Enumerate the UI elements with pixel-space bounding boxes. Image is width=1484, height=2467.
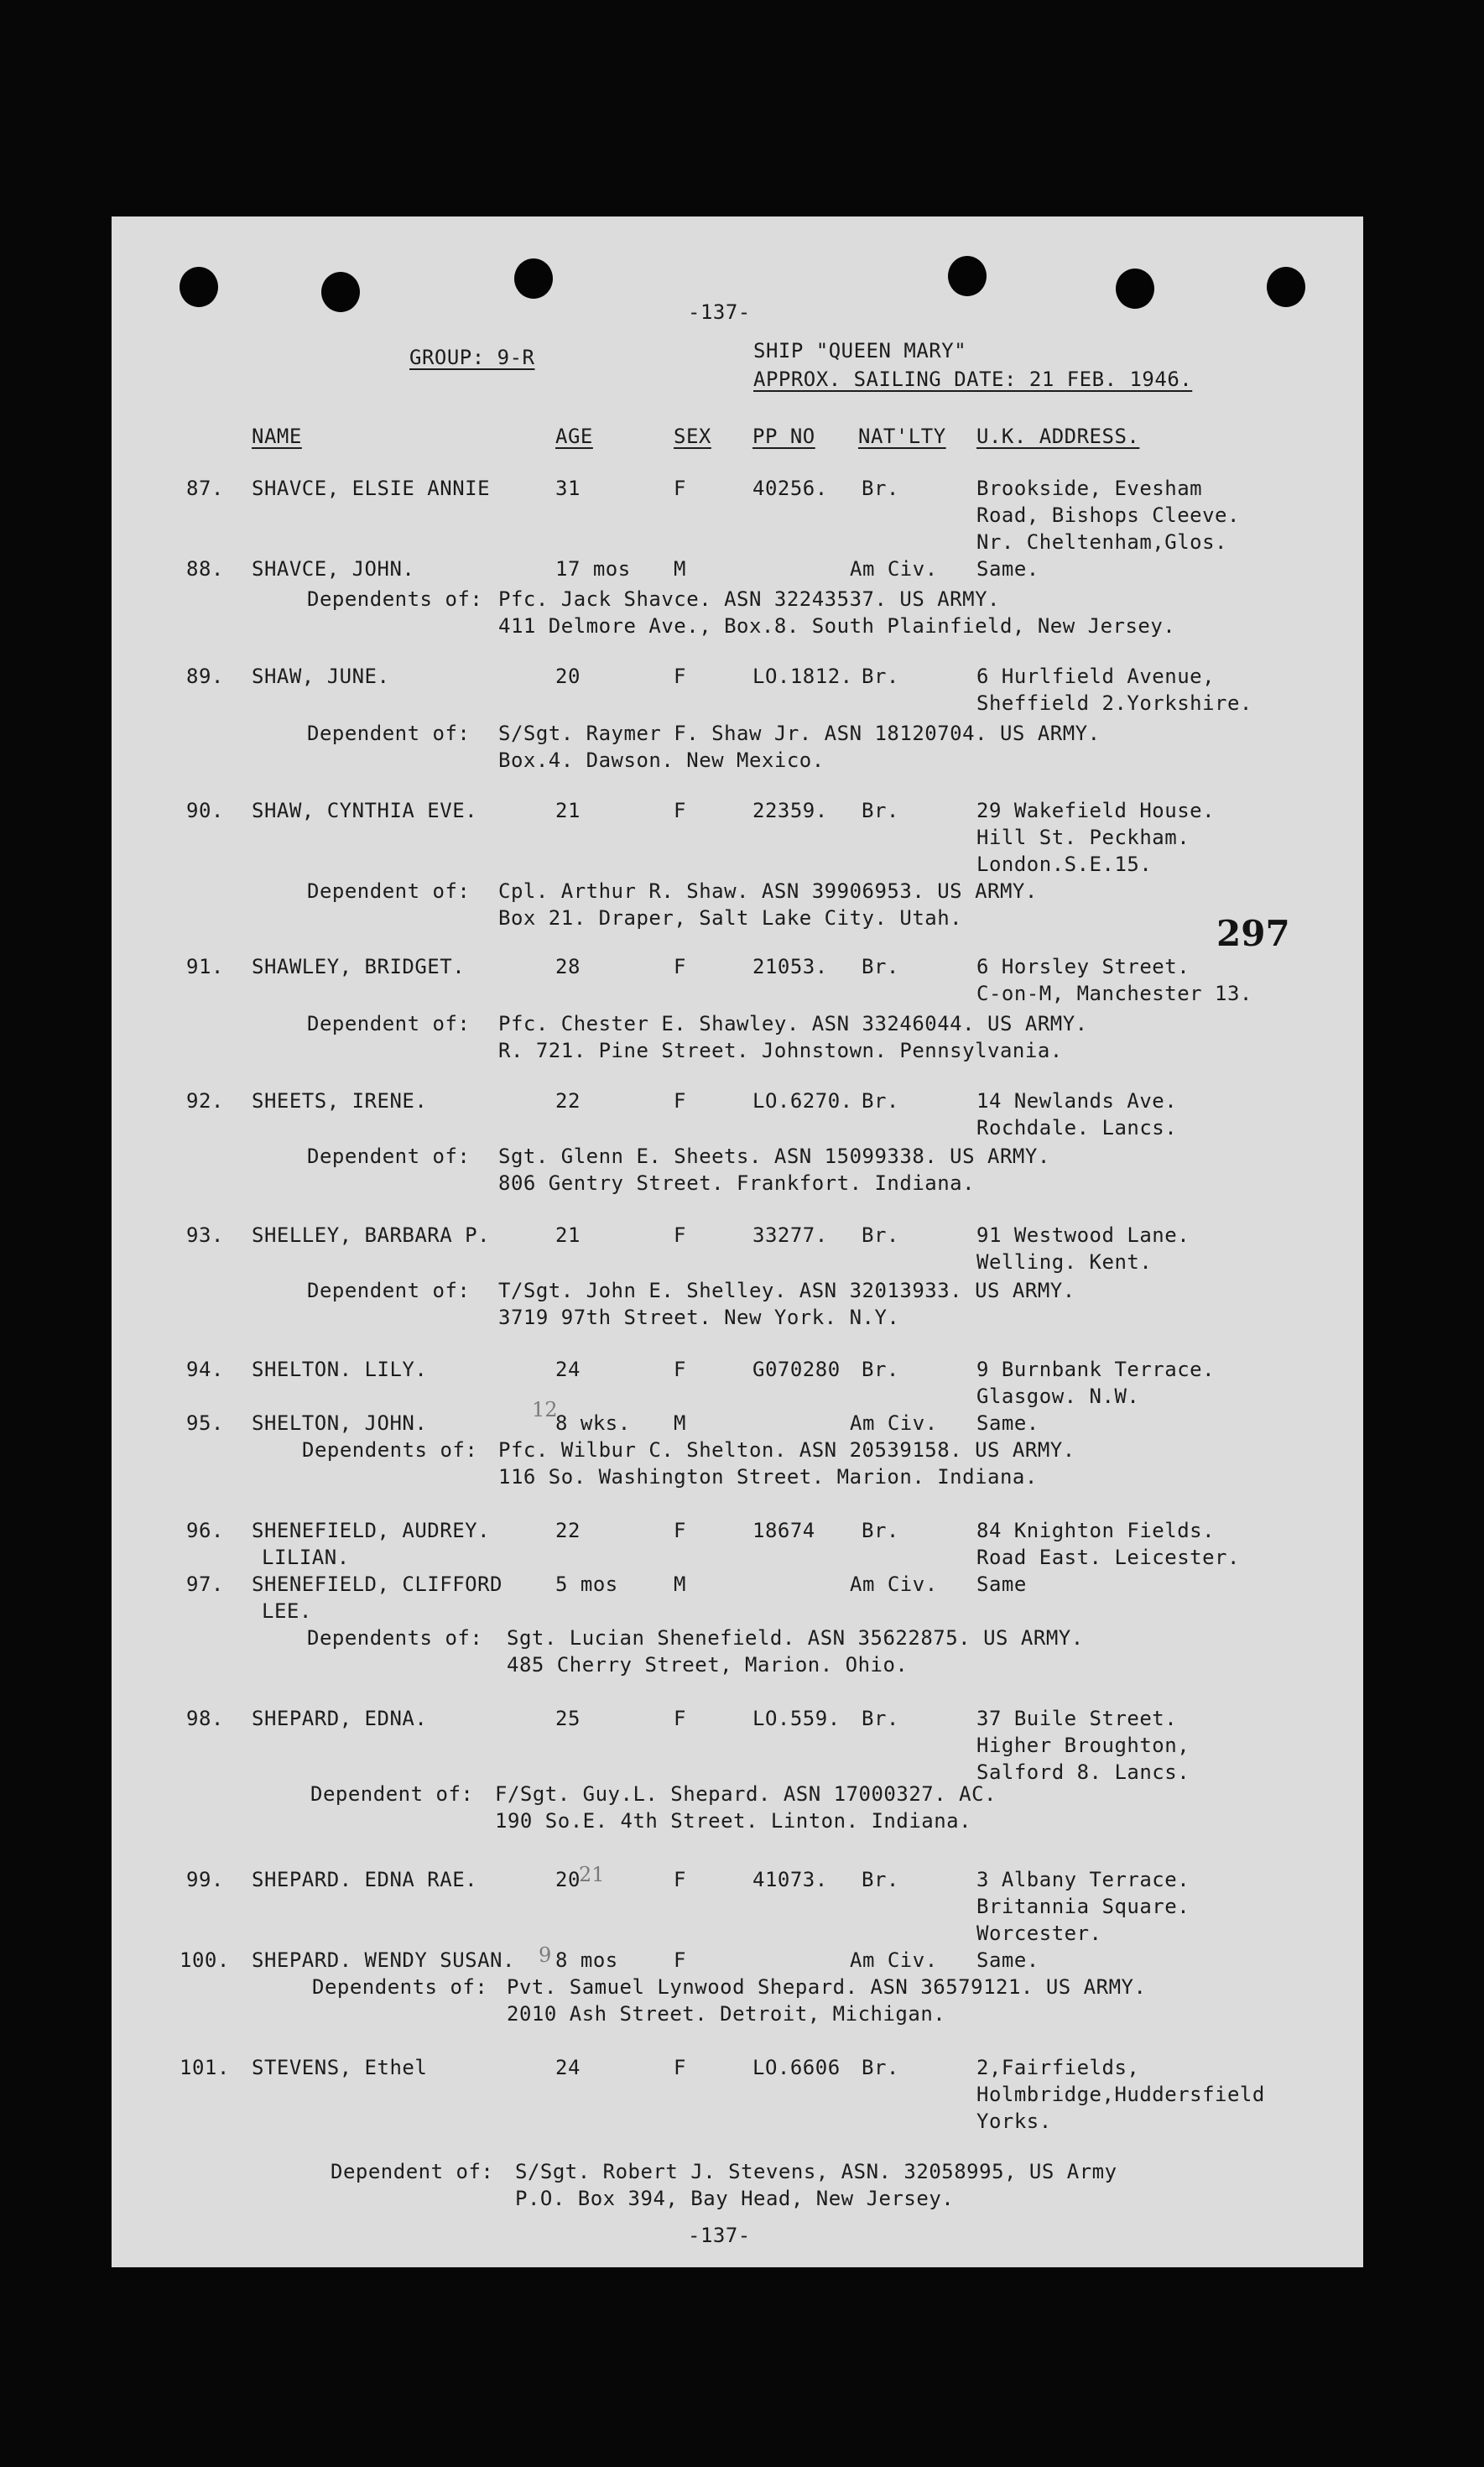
- entry-nationality: Br.: [862, 1868, 899, 1891]
- page-stamp-number: 297: [1216, 913, 1290, 954]
- entry-address-line: Welling. Kent.: [976, 1250, 1153, 1274]
- entry-address-line: London.S.E.15.: [976, 853, 1153, 876]
- entry-passport-number: LO.6270.: [752, 1089, 853, 1113]
- entry-number: 94.: [186, 1358, 224, 1381]
- dependent-sponsor: Pfc. Wilbur C. Shelton. ASN 20539158. US ARMY.: [498, 1438, 1075, 1462]
- entry-age: 21: [555, 799, 581, 822]
- entry-name: SHELTON. LILY.: [252, 1358, 428, 1381]
- entry-number: 90.: [186, 799, 224, 822]
- entry-address-line: 91 Westwood Lane.: [976, 1223, 1190, 1247]
- column-header-name: NAME: [252, 425, 302, 448]
- dependent-label: Dependents of:: [302, 1438, 478, 1462]
- entry-nationality: Br.: [862, 2056, 899, 2079]
- entry-address-line: Road East. Leicester.: [976, 1546, 1240, 1569]
- dependent-address: 411 Delmore Ave., Box.8. South Plainfield, New Jersey.: [498, 614, 1176, 638]
- entry-age: 20: [555, 665, 581, 688]
- entry-name: SHENEFIELD, CLIFFORD: [252, 1573, 502, 1596]
- dependent-label: Dependent of:: [310, 1782, 474, 1806]
- handwritten-age-note: 12: [532, 1398, 558, 1421]
- entry-number: 95.: [186, 1411, 224, 1435]
- entry-sex: M: [674, 1573, 686, 1596]
- entry-number: 93.: [186, 1223, 224, 1247]
- dependent-sponsor: F/Sgt. Guy.L. Shepard. ASN 17000327. AC.: [495, 1782, 997, 1806]
- entry-age: 22: [555, 1519, 581, 1542]
- entry-address-line: C-on-M, Manchester 13.: [976, 982, 1252, 1005]
- entry-address-line: Brookside, Evesham: [976, 477, 1203, 500]
- dependent-sponsor: Pvt. Samuel Lynwood Shepard. ASN 36579121. US ARMY.: [507, 1975, 1147, 1999]
- dependent-label: Dependent of:: [307, 1279, 471, 1302]
- sailing-date: APPROX. SAILING DATE: 21 FEB. 1946.: [753, 368, 1193, 391]
- entry-age: 22: [555, 1089, 581, 1113]
- entry-name: SHELTON, JOHN.: [252, 1411, 428, 1435]
- entry-address-line: Same.: [976, 1948, 1039, 1972]
- ship-name: SHIP "QUEEN MARY": [753, 339, 967, 362]
- column-header-age: AGE: [555, 425, 593, 448]
- entry-passport-number: 40256.: [752, 477, 828, 500]
- entry-nationality: Br.: [862, 1089, 899, 1113]
- column-header-nationality: NAT'LTY: [858, 425, 946, 448]
- entry-name: SHAVCE, JOHN.: [252, 557, 415, 581]
- dependent-address: 485 Cherry Street, Marion. Ohio.: [507, 1653, 909, 1677]
- entry-sex: F: [674, 1358, 686, 1381]
- entry-nationality: Am Civ.: [850, 1573, 938, 1596]
- dependent-label: Dependent of:: [307, 879, 471, 903]
- entry-age: 24: [555, 2056, 581, 2079]
- entry-address-line: 3 Albany Terrace.: [976, 1868, 1190, 1891]
- column-header-pp-no: PP NO: [752, 425, 815, 448]
- entry-nationality: Br.: [862, 1223, 899, 1247]
- entry-nationality: Br.: [862, 477, 899, 500]
- dependent-label: Dependent of:: [331, 2160, 494, 2183]
- dependent-address: 2010 Ash Street. Detroit, Michigan.: [507, 2002, 946, 2026]
- entry-name: SHEPARD, EDNA.: [252, 1707, 428, 1730]
- entry-name: SHELLEY, BARBARA P.: [252, 1223, 491, 1247]
- dependent-sponsor: Pfc. Chester E. Shawley. ASN 33246044. US ARMY.: [498, 1012, 1088, 1035]
- entry-address-line: 9 Burnbank Terrace.: [976, 1358, 1216, 1381]
- entry-number: 100.: [180, 1948, 230, 1972]
- entry-sex: F: [674, 665, 686, 688]
- punch-hole: [1116, 269, 1154, 309]
- entry-nationality: Br.: [862, 1358, 899, 1381]
- entry-passport-number: LO.1812.: [752, 665, 853, 688]
- dependent-address: 116 So. Washington Street. Marion. Indiana.: [498, 1465, 1038, 1489]
- dependent-label: Dependent of:: [307, 722, 471, 745]
- dependent-label: Dependent of:: [307, 1145, 471, 1168]
- dependent-label: Dependents of:: [312, 1975, 488, 1999]
- entry-address-line: 2,Fairfields,: [976, 2056, 1140, 2079]
- entry-number: 88.: [186, 557, 224, 581]
- dependent-sponsor: Sgt. Glenn E. Sheets. ASN 15099338. US ARMY.: [498, 1145, 1050, 1168]
- entry-sex: F: [674, 2056, 686, 2079]
- entry-address-line: Higher Broughton,: [976, 1734, 1190, 1757]
- entry-name: SHAWLEY, BRIDGET.: [252, 955, 466, 978]
- entry-name: SHEETS, IRENE.: [252, 1089, 428, 1113]
- entry-number: 98.: [186, 1707, 224, 1730]
- entry-name: SHENEFIELD, AUDREY.: [252, 1519, 491, 1542]
- entry-age: 8 mos: [555, 1948, 618, 1972]
- entry-address-line: 84 Knighton Fields.: [976, 1519, 1216, 1542]
- entry-sex: F: [674, 955, 686, 978]
- entry-address-line: Same.: [976, 557, 1039, 581]
- entry-age: 20: [555, 1868, 581, 1891]
- entry-sex: F: [674, 1948, 686, 1972]
- entry-number: 89.: [186, 665, 224, 688]
- entry-address-line: 14 Newlands Ave.: [976, 1089, 1178, 1113]
- entry-address-line: Yorks.: [976, 2110, 1052, 2133]
- dependent-sponsor: Sgt. Lucian Shenefield. ASN 35622875. US ARMY.: [507, 1626, 1084, 1650]
- entry-sex: F: [674, 1868, 686, 1891]
- entry-sex: F: [674, 799, 686, 822]
- entry-address-line: Nr. Cheltenham,Glos.: [976, 530, 1227, 554]
- entry-number: 96.: [186, 1519, 224, 1542]
- dependent-label: Dependent of:: [307, 1012, 471, 1035]
- dependent-sponsor: Cpl. Arthur R. Shaw. ASN 39906953. US ARMY.: [498, 879, 1038, 903]
- column-header-sex: SEX: [674, 425, 711, 448]
- entry-nationality: Am Civ.: [850, 1948, 938, 1972]
- punch-hole: [1267, 267, 1305, 307]
- entry-passport-number: LO.6606: [752, 2056, 841, 2079]
- punch-hole: [180, 267, 218, 307]
- entry-address-line: Holmbridge,Huddersfield: [976, 2083, 1265, 2106]
- entry-age: 8 wks.: [555, 1411, 631, 1435]
- dependent-address: Box.4. Dawson. New Mexico.: [498, 748, 825, 772]
- entry-address-line: Sheffield 2.Yorkshire.: [976, 691, 1252, 715]
- entry-nationality: Br.: [862, 799, 899, 822]
- entry-sex: F: [674, 1223, 686, 1247]
- entry-passport-number: 21053.: [752, 955, 828, 978]
- entry-passport-number: 22359.: [752, 799, 828, 822]
- punch-hole: [514, 258, 553, 299]
- entry-address-line: Hill St. Peckham.: [976, 826, 1190, 849]
- handwritten-age-note: 21: [579, 1863, 605, 1886]
- group-label: GROUP: 9-R: [409, 346, 535, 369]
- entry-age: 24: [555, 1358, 581, 1381]
- entry-sex: M: [674, 1411, 686, 1435]
- entry-address-line: 6 Hurlfield Avenue,: [976, 665, 1216, 688]
- entry-address-line: Glasgow. N.W.: [976, 1385, 1140, 1408]
- entry-nationality: Br.: [862, 1519, 899, 1542]
- handwritten-age-note: 9: [539, 1943, 552, 1967]
- entry-name-continued: LEE.: [262, 1599, 312, 1623]
- entry-address-line: Britannia Square.: [976, 1895, 1190, 1918]
- entry-address-line: Salford 8. Lancs.: [976, 1760, 1190, 1784]
- entry-address-line: Same.: [976, 1411, 1039, 1435]
- entry-age: 25: [555, 1707, 581, 1730]
- dependent-sponsor: T/Sgt. John E. Shelley. ASN 32013933. US ARMY.: [498, 1279, 1075, 1302]
- entry-passport-number: 18674: [752, 1519, 815, 1542]
- punch-hole: [321, 272, 360, 312]
- entry-address-line: 6 Horsley Street.: [976, 955, 1190, 978]
- entry-passport-number: G070280: [752, 1358, 841, 1381]
- entry-name: SHAW, CYNTHIA EVE.: [252, 799, 478, 822]
- column-header-uk-address: U.K. ADDRESS.: [976, 425, 1140, 448]
- dependent-address: 190 So.E. 4th Street. Linton. Indiana.: [495, 1809, 972, 1833]
- entry-nationality: Am Civ.: [850, 1411, 938, 1435]
- punch-hole: [948, 256, 987, 296]
- dependent-sponsor: S/Sgt. Robert J. Stevens, ASN. 32058995, US Army: [515, 2160, 1117, 2183]
- entry-age: 5 mos: [555, 1573, 618, 1596]
- entry-nationality: Br.: [862, 955, 899, 978]
- entry-sex: F: [674, 1089, 686, 1113]
- dependent-label: Dependents of:: [307, 1626, 483, 1650]
- entry-nationality: Am Civ.: [850, 557, 938, 581]
- entry-address-line: Worcester.: [976, 1922, 1102, 1945]
- entry-nationality: Br.: [862, 1707, 899, 1730]
- entry-name: STEVENS, Ethel: [252, 2056, 428, 2079]
- entry-address-line: 29 Wakefield House.: [976, 799, 1216, 822]
- entry-age: 28: [555, 955, 581, 978]
- entry-age: 21: [555, 1223, 581, 1247]
- entry-name: SHAW, JUNE.: [252, 665, 390, 688]
- entry-age: 31: [555, 477, 581, 500]
- entry-age: 17 mos: [555, 557, 631, 581]
- dependent-address: 806 Gentry Street. Frankfort. Indiana.: [498, 1171, 976, 1195]
- entry-sex: M: [674, 557, 686, 581]
- entry-name-continued: LILIAN.: [262, 1546, 350, 1569]
- entry-passport-number: LO.559.: [752, 1707, 841, 1730]
- dependent-address: Box 21. Draper, Salt Lake City. Utah.: [498, 906, 963, 930]
- entry-number: 91.: [186, 955, 224, 978]
- entry-number: 87.: [186, 477, 224, 500]
- entry-passport-number: 41073.: [752, 1868, 828, 1891]
- entry-number: 101.: [180, 2056, 230, 2079]
- entry-sex: F: [674, 1707, 686, 1730]
- entry-number: 97.: [186, 1573, 224, 1596]
- entry-number: 92.: [186, 1089, 224, 1113]
- entry-address-line: Rochdale. Lancs.: [976, 1116, 1178, 1140]
- entry-name: SHEPARD. WENDY SUSAN.: [252, 1948, 515, 1972]
- page-number-bottom: -137-: [688, 2224, 751, 2247]
- entry-address-line: Road, Bishops Cleeve.: [976, 503, 1240, 527]
- entry-sex: F: [674, 1519, 686, 1542]
- entry-name: SHEPARD. EDNA RAE.: [252, 1868, 478, 1891]
- dependent-address: 3719 97th Street. New York. N.Y.: [498, 1306, 900, 1329]
- entry-name: SHAVCE, ELSIE ANNIE: [252, 477, 491, 500]
- entry-address-line: 37 Buile Street.: [976, 1707, 1178, 1730]
- dependent-sponsor: S/Sgt. Raymer F. Shaw Jr. ASN 18120704. US ARMY.: [498, 722, 1101, 745]
- dependent-label: Dependents of:: [307, 587, 483, 611]
- dependent-address: P.O. Box 394, Bay Head, New Jersey.: [515, 2187, 955, 2210]
- entry-address-line: Same: [976, 1573, 1027, 1596]
- entry-nationality: Br.: [862, 665, 899, 688]
- page-number-top: -137-: [688, 300, 751, 324]
- entry-sex: F: [674, 477, 686, 500]
- entry-number: 99.: [186, 1868, 224, 1891]
- dependent-address: R. 721. Pine Street. Johnstown. Pennsylvania.: [498, 1039, 1063, 1062]
- dependent-sponsor: Pfc. Jack Shavce. ASN 32243537. US ARMY.: [498, 587, 1000, 611]
- entry-passport-number: 33277.: [752, 1223, 828, 1247]
